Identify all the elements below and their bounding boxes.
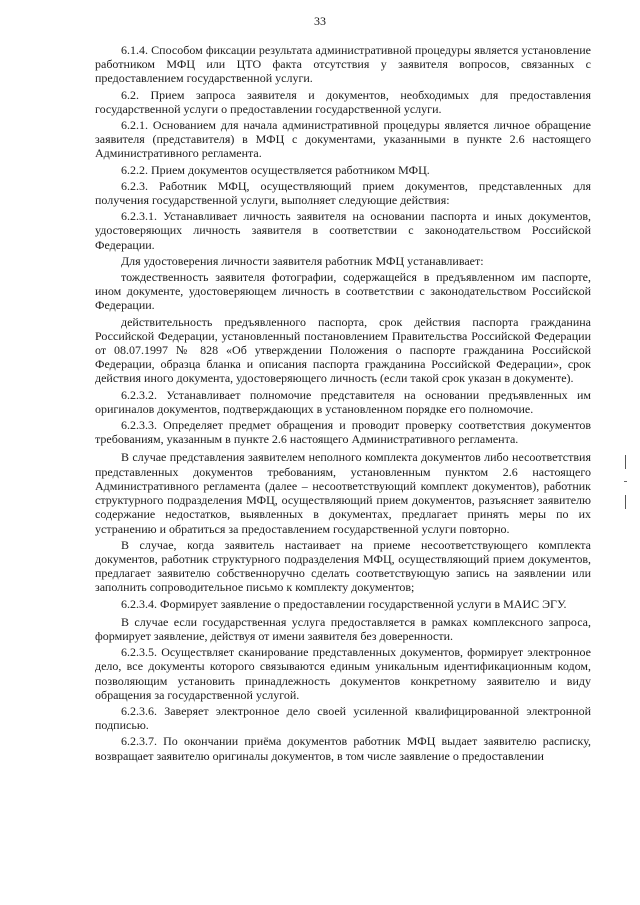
paragraph-applicant-insists: В случае, когда заявитель настаивает на приеме несоответствующего комплекта документов, работник структурного подразделения МФЦ, осуществляющий прием документов, предлагает заявителю собственноручно сделать соответствующую запись на заявлении или заполнить сопроводительное письмо к комплекту документов; [95, 537, 591, 595]
paragraph-identity-intro: Для удостоверения личности заявителя работник МФЦ устанавливает: [121, 253, 484, 268]
paragraph-6-2-3-5: 6.2.3.5. Осуществляет сканирование представленных документов, формирует электронное дело, все документы которого связываются единым уникальным идентификационным кодом, позволяющим установить принадлежность документов конкретному заявителю и виду обращения за государственной услугой. [95, 645, 591, 702]
paragraph-identity-photo: тождественность заявителя фотографии, содержащейся в предъявленном им паспорте, ином документе, удостоверяющем личность в соответствии с законодательством Российской Федерации. [95, 270, 591, 313]
paragraph-6-2-3-3: 6.2.3.3. Определяет предмет обращения и проводит проверку соответствия документов требованиям, указанным в пункте 2.6 настоящего Административного регламента. [95, 418, 591, 447]
paragraph-6-2-1: 6.2.1. Основанием для начала административной процедуры является личное обращение заявителя (представителя) в МФЦ с документами, указанными в пункте 2.6 настоящего Административного регламента. [95, 118, 591, 161]
paragraph-6-2-3: 6.2.3. Работник МФЦ, осуществляющий прием документов, представленных для получения государственной услуги, выполняет следующие действия: [95, 178, 591, 208]
paragraph-6-2: 6.2. Прием запроса заявителя и документов, необходимых для предоставления государственной услуги о предоставлении государственной услуги. [95, 87, 591, 116]
paragraph-6-2-3-1: 6.2.3.1. Устанавливает личность заявителя на основании паспорта и иных документов, удостоверяющих личность заявителя в соответствии с законодательством Российской Федерации. [95, 209, 591, 252]
paragraph-6-2-3-4: 6.2.3.4. Формирует заявление о предоставлении государственной услуги в МАИС ЭГУ. [121, 596, 567, 611]
page-number: 33 [314, 14, 326, 28]
paragraph-complex-request: В случае если государственная услуга предоставляется в рамках комплексного запроса, формирует заявление, действуя от имени заявителя без доверенности. [95, 614, 591, 643]
paragraph-6-2-3-7: 6.2.3.7. По окончании приёма документов работник МФЦ выдает заявителю расписку, возвращает заявителю оригиналы документов, в том числе заявление о предоставлении [95, 734, 591, 763]
scan-margin-dot [624, 481, 627, 482]
scan-margin-mark-bottom [625, 495, 626, 509]
paragraph-6-2-2: 6.2.2. Прием документов осуществляется работником МФЦ. [121, 162, 430, 177]
paragraph-6-1-4: 6.1.4. Способом фиксации результата административной процедуры является установление работником МФЦ или ЦТО факта отсутствия у заявителя вопросов, связанных с предоставлением государственной услуги. [95, 43, 591, 86]
paragraph-incomplete-set: В случае представления заявителем неполного комплекта документов либо несоответствия представленных документов требованиям, установленным пунктом 2.6 настоящего Административного регламента (далее – несоответствующий комплект документов), работник структурного подразделения МФЦ, осуществляющий прием документов, разъясняет заявителю содержание недостатков, выявленных в документах, предлагает принять меры по их устранению и обратиться за предоставлением государственной услуги повторно. [95, 450, 591, 536]
scan-margin-mark-top [625, 455, 626, 469]
paragraph-6-2-3-6: 6.2.3.6. Заверяет электронное дело своей усиленной квалифицированной электронной подписью. [95, 703, 591, 733]
body-text [95, 43, 591, 765]
paragraph-passport-validity: действительность предъявленного паспорта, срок действия паспорта гражданина Российской Федерации, установленный постановлением Правительства Российской Федерации от 08.07.1997 № 828 «Об утверждении Положения о паспорте гражданина Российской Федерации, образца бланка и описания паспорта гражданина Российской Федерации», срок действия иного документа, удостоверяющего личность (если такой срок указан в документе). [95, 314, 591, 386]
paragraph-6-2-3-2: 6.2.3.2. Устанавливает полномочие представителя на основании предъявленных им оригиналов документов, подтверждающих в установленном порядке его полномочие. [95, 387, 591, 416]
